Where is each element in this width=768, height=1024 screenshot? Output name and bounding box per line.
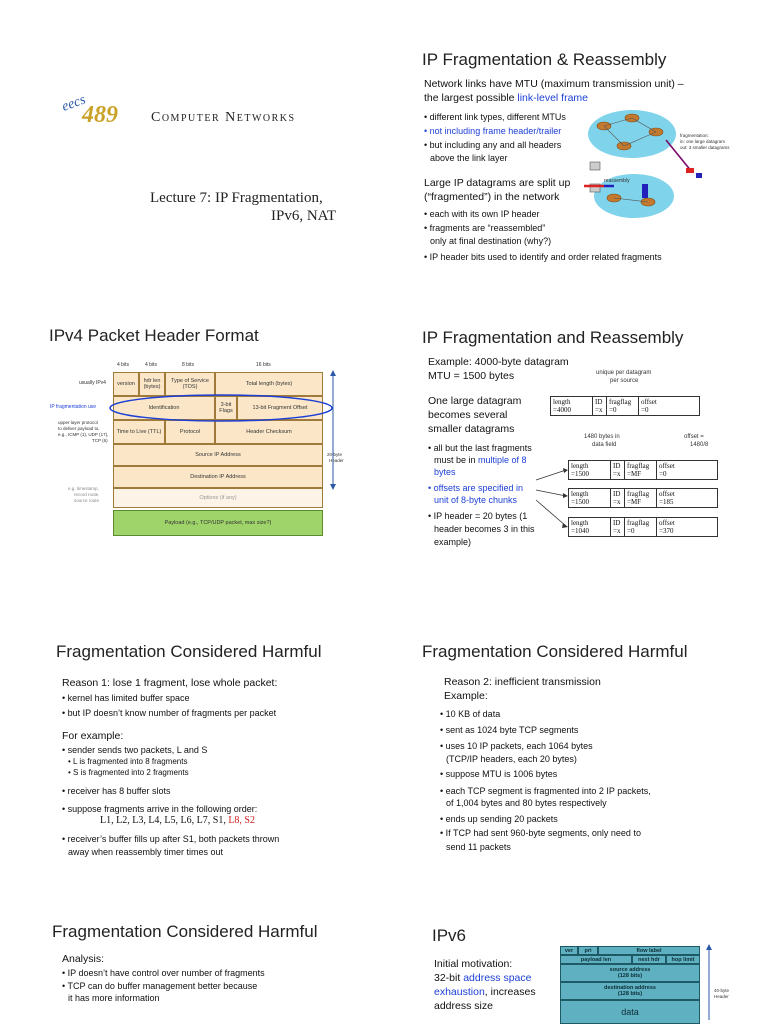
bullet-text: 10 KB of data: [445, 709, 501, 719]
cell-source-address: Source IP Address: [113, 444, 323, 466]
one-large-line3: smaller datagrams: [428, 423, 515, 435]
large-datagrams-line1: Large IP datagrams are split up: [424, 177, 571, 189]
bullet-including-headers: • but including any and all headers: [424, 140, 562, 150]
ipv6-ver: ver: [560, 946, 578, 955]
original-datagram: [550, 396, 700, 416]
motivation-highlight: address space: [463, 972, 532, 984]
label-per-source: per source: [610, 378, 639, 384]
label-options-eg: source route: [74, 498, 100, 503]
fragment-3: [568, 517, 718, 537]
motivation-line4: address size: [434, 1000, 493, 1012]
course-name: Computer Networks: [151, 110, 296, 125]
field-id: ID =x: [611, 489, 625, 507]
bits-label: 16 bits: [256, 362, 271, 368]
motivation-line1: Initial motivation:: [434, 958, 513, 970]
cell-options: Options (if any): [113, 488, 323, 508]
one-large-line1: One large datagram: [428, 395, 522, 407]
fig-label-in: in: one large datagram: [680, 139, 726, 144]
slide-title: Fragmentation Considered Harmful: [52, 922, 318, 941]
bullet-1024-segments: • sent as 1024 byte TCP segments: [440, 725, 579, 735]
logo-eecs: eecs: [59, 92, 88, 115]
ipv6-source-address: [560, 964, 700, 982]
ipv6-data: data: [560, 1000, 700, 1024]
link-level-frame: link-level frame: [517, 92, 588, 104]
bullet-text: but IP doesn’t know number of fragments per packet: [67, 708, 277, 718]
bullet-no-control: • IP doesn’t have control over number of fragments: [62, 968, 265, 978]
slide-ip-fragmentation-reassembly: [384, 0, 768, 300]
label-data-field: 1480 bytes in: [584, 434, 620, 440]
bullet-text: each with its own IP header: [429, 209, 540, 219]
bullet-text: uses 10 IP packets, each 1064 bytes: [445, 741, 593, 751]
bullet-text: IP header = 20 bytes (1: [433, 511, 528, 521]
bullet-text: sent as 1024 byte TCP segments: [445, 725, 579, 735]
bullet-each-segment-cont: of 1,004 bytes and 80 bytes respectively: [446, 798, 607, 808]
cell-version: version: [113, 372, 139, 396]
bullet-text: each TCP segment is fragmented into 2 IP packets,: [445, 786, 651, 796]
ipv6-payload-len: payload len: [560, 955, 632, 964]
cell-payload: Payload (e.g., TCP/UDP packet, max size?): [113, 510, 323, 536]
label-offset-calc: 1480/8: [690, 442, 709, 448]
intro-line1: Network links have MTU (maximum transmission unit) –: [424, 78, 684, 90]
bits-label: 4 bits: [145, 362, 157, 368]
bullet-text: receiver’s buffer fills up after S1, both packets thrown: [67, 834, 280, 844]
motivation-text: 32-bit: [434, 972, 464, 984]
bullet-buffer-fills: • receiver’s buffer fills up after S1, both packets thrown: [62, 834, 280, 844]
field-length: length =4000: [551, 397, 593, 415]
slide-harmful-reason2: [384, 630, 768, 930]
bullet-sender-sends: • sender sends two packets, L and S: [62, 745, 208, 755]
ipv6-hop-limit: hop limit: [666, 955, 700, 964]
field-fragflag: fragflag =0: [625, 518, 657, 536]
example-line2: MTU = 1500 bytes: [428, 370, 515, 382]
bullet-multiple-of-8: • all but the last fragments: [428, 443, 532, 453]
bullet-text: IP header bits used to identify and order related fragments: [429, 252, 662, 262]
bullet-buffer-fills-cont: away when reassembly timer times out: [68, 847, 224, 857]
slide-title: IP Fragmentation and Reassembly: [422, 328, 684, 347]
bullet-text: sender sends two packets, L and S: [67, 745, 208, 755]
bullet-reassembled-cont: only at final destination (why?): [430, 236, 552, 246]
fig-label-out: out: 3 smaller datagrams: [680, 145, 730, 150]
bullet-text: IP doesn’t have control over number of fragments: [67, 968, 265, 978]
bullet-own-header: • each with its own IP header: [424, 209, 540, 219]
field-offset: offset =0: [641, 398, 657, 414]
bullet-including-headers-cont: above the link layer: [430, 153, 508, 163]
cell-fragment-offset: 13-bit Fragment Offset: [237, 396, 323, 420]
bullet-tcp-better: • TCP can do buffer management better because: [62, 981, 258, 991]
sub-bullet-l-fragments: • L is fragmented into 8 fragments: [68, 757, 188, 766]
bullet-960-segments-cont: send 11 packets: [446, 842, 511, 852]
label-frag-use: IP fragmentation use: [50, 404, 97, 410]
label-upper-layer: upper layer protocol: [58, 420, 98, 425]
slide-title: IP Fragmentation & Reassembly: [422, 50, 667, 69]
example-label: Example:: [444, 690, 488, 702]
bullet-text: suppose MTU is 1006 bytes: [445, 769, 558, 779]
arrival-order-lost: L8, S2: [228, 815, 255, 826]
field-offset: offset =370: [659, 519, 675, 535]
bullet-10kb: • 10 KB of data: [440, 709, 501, 719]
bullet-10-packets: • uses 10 IP packets, each 1064 bytes: [440, 741, 593, 751]
bullet-reassembled: • fragments are “reassembled”: [424, 223, 546, 233]
reason1: Reason 1: lose 1 fragment, lose whole packet:: [62, 677, 278, 689]
ipv6-next-hdr: next hdr: [632, 955, 666, 964]
bullet-10-packets-cont: (TCP/IP headers, each 20 bytes): [446, 754, 577, 764]
intro-line2-text: the largest possible: [424, 92, 518, 104]
reassembly-stack-icon: [642, 184, 648, 198]
source-address-label: source address: [609, 967, 651, 973]
datagram-icon: [686, 168, 694, 173]
cell-flags: 3-bit Flags: [215, 396, 237, 420]
bits-label: 4 bits: [117, 362, 129, 368]
for-example: For example:: [62, 730, 124, 742]
destination-address-label: destination address: [604, 985, 656, 991]
bullet-ip-header-cont: header becomes 3 in this: [434, 524, 535, 534]
bullet-text: kernel has limited buffer space: [67, 693, 190, 703]
fragmentation-highlight-ellipse: [106, 391, 336, 425]
fragment-arrows: [534, 430, 574, 540]
arrival-order: [100, 815, 255, 826]
bullet-text: receiver has 8 buffer slots: [67, 786, 171, 796]
bullet-text: TCP can do buffer management better because: [67, 981, 258, 991]
label-header: Header: [329, 458, 344, 463]
cell-total-length: Total length (bytes): [215, 372, 323, 396]
bullet-960-segments: • If TCP had sent 960-byte segments, only need to: [440, 828, 641, 838]
bullet-text: offsets are specified in: [433, 483, 524, 493]
fig-label-fragmentation: fragmentation:: [680, 133, 709, 138]
cell-checksum: Header Checksum: [215, 420, 323, 444]
cell-protocol: Protocol: [165, 420, 215, 444]
lecture-title-line2: IPv6, NAT: [271, 208, 337, 224]
bullet-offsets: • offsets are specified in: [428, 483, 524, 493]
cell-identification: Identification: [113, 396, 215, 420]
field-fragflag: fragflag =MF: [625, 489, 657, 507]
field-id: ID =x: [593, 397, 607, 415]
fragmentation-network-figure: [584, 102, 754, 222]
slide-ipv4-header-format: [0, 320, 384, 620]
sub-bullet-s-fragments: • S is fragmented into 2 fragments: [68, 768, 189, 777]
bullet-highlight: multiple of 8: [478, 455, 527, 465]
slide-title: IPv6: [432, 926, 467, 945]
bullet-text: ends up sending 20 packets: [445, 814, 558, 824]
bullet-text: L is fragmented into 8 fragments: [73, 757, 188, 766]
label-ipv6-header: Header: [714, 994, 729, 999]
host-icon: [590, 162, 600, 170]
bullet-not-including: • not including frame header/trailer: [424, 126, 562, 136]
cell-ttl: Time to Live (TTL): [113, 420, 165, 444]
ipv6-pri: pri: [578, 946, 598, 955]
bullet-text: must be in: [434, 455, 479, 465]
label-unique-per-datagram: unique per datagram: [596, 370, 652, 376]
slide-ipv6: [384, 910, 768, 1024]
motivation-text: , increases: [484, 986, 536, 998]
bullet-suppose-order: • suppose fragments arrive in the following order:: [62, 804, 258, 814]
bullet-mtu-1006: • suppose MTU is 1006 bytes: [440, 769, 558, 779]
slide-title: Fragmentation Considered Harmful: [56, 642, 322, 661]
fragment-1: [568, 460, 718, 480]
bullet-text: S is fragmented into 2 fragments: [73, 768, 189, 777]
datagram-icon: [696, 173, 702, 178]
bullet-header-bits: • IP header bits used to identify and order related fragments: [424, 252, 662, 262]
cell-destination-address: Destination IP Address: [113, 466, 323, 488]
label-options-eg: record route,: [74, 492, 100, 497]
bullet-kernel-buffer: • kernel has limited buffer space: [62, 693, 190, 703]
slide-title: Fragmentation Considered Harmful: [422, 642, 688, 661]
bullet-text: but including any and all headers: [429, 140, 562, 150]
bullet-text: all but the last fragments: [433, 443, 532, 453]
slide-harmful-reason1: [0, 630, 384, 930]
bullet-tcp-better-cont: it has more information: [68, 993, 160, 1003]
label-40-byte: 40-byte: [714, 988, 730, 993]
label-upper-layer: e.g., ICMP (1), UDP (17),: [58, 432, 109, 437]
logo-489: 489: [82, 102, 118, 128]
field-length: length =1500: [569, 461, 611, 479]
bullet-text: not including frame header/trailer: [429, 126, 562, 136]
field-length: length =1040: [569, 518, 611, 536]
cell-tos: Type of Service (TOS): [165, 372, 215, 396]
bullet-text: suppose fragments arrive in the following order:: [67, 804, 258, 814]
lecture-title-line1: Lecture 7: IP Fragmentation,: [150, 190, 323, 206]
header-span-arrow: [328, 370, 338, 490]
slide-title: IPv4 Packet Header Format: [49, 326, 259, 345]
motivation-highlight: exhaustion: [434, 986, 485, 998]
motivation-line3: [434, 985, 536, 999]
intro-line2: [424, 91, 588, 105]
reason2: Reason 2: inefficient transmission: [444, 676, 601, 688]
bullet-each-segment: • each TCP segment is fragmented into 2 IP packets,: [440, 786, 651, 796]
bullet-ip-header: • IP header = 20 bytes (1: [428, 511, 528, 521]
field-offset: offset =0: [659, 462, 675, 478]
slide-title: [0, 0, 384, 300]
cell-hdr-len: hdr len (bytes): [139, 372, 165, 396]
ipv6-header-span-arrow: [704, 944, 714, 1024]
slide-fragmentation-example: [384, 320, 768, 620]
bullet-text: different link types, different MTUs: [429, 112, 566, 122]
label-20-byte: 20-byte: [327, 452, 343, 457]
fragment-2: [568, 488, 718, 508]
field-fragflag: fragflag =MF: [625, 461, 657, 479]
label-upper-layer: to deliver payload to,: [58, 426, 100, 431]
source-address-bits: (128 bits): [617, 973, 643, 979]
ipv6-destination-address: [560, 982, 700, 1000]
label-usually-ipv4: usually IPv4: [79, 380, 106, 386]
bullet-receiver-slots: • receiver has 8 buffer slots: [62, 786, 171, 796]
fig-label-reassembly: reassembly: [604, 178, 630, 184]
bullet-text: If TCP had sent 960-byte segments, only need to: [445, 828, 641, 838]
label-upper-layer: TCP (6): [92, 438, 108, 443]
ipv6-flow-label: flow label: [598, 946, 700, 955]
bullet-text: fragments are “reassembled”: [429, 223, 546, 233]
arrival-order-text: L1, L2, L3, L4, L5, L6, L7, S1,: [100, 815, 229, 826]
field-offset: offset =185: [659, 490, 675, 506]
field-length: length =1500: [569, 489, 611, 507]
label-options-eg: e.g. timestamp,: [68, 486, 99, 491]
bullet-ip-doesnt-know: • but IP doesn’t know number of fragments per packet: [62, 708, 277, 718]
label-data-field: data field: [592, 442, 617, 448]
bullet-20-packets: • ends up sending 20 packets: [440, 814, 558, 824]
bullet-ip-header-cont2: example): [434, 537, 472, 547]
analysis-label: Analysis:: [62, 953, 105, 965]
field-id: ID =x: [611, 518, 625, 536]
bullet-different-mtus: • different link types, different MTUs: [424, 112, 566, 122]
one-large-line2: becomes several: [428, 409, 508, 421]
bullet-multiple-of-8-cont: [434, 454, 527, 466]
example-line1: Example: 4000-byte datagram: [428, 356, 569, 368]
field-fragflag: fragflag =0: [607, 397, 639, 415]
slide-harmful-analysis: [0, 910, 384, 1024]
motivation-line2: [434, 971, 531, 985]
large-datagrams-line2: (“fragmented”) in the network: [424, 191, 560, 203]
label-offset-calc: offset =: [684, 434, 704, 440]
bits-label: 8 bits: [182, 362, 194, 368]
destination-address-bits: (128 bits): [617, 991, 643, 997]
field-id: ID =x: [611, 461, 625, 479]
bullet-offsets-cont: unit of 8-byte chunks: [434, 495, 518, 505]
bullet-bytes: bytes: [434, 467, 456, 477]
